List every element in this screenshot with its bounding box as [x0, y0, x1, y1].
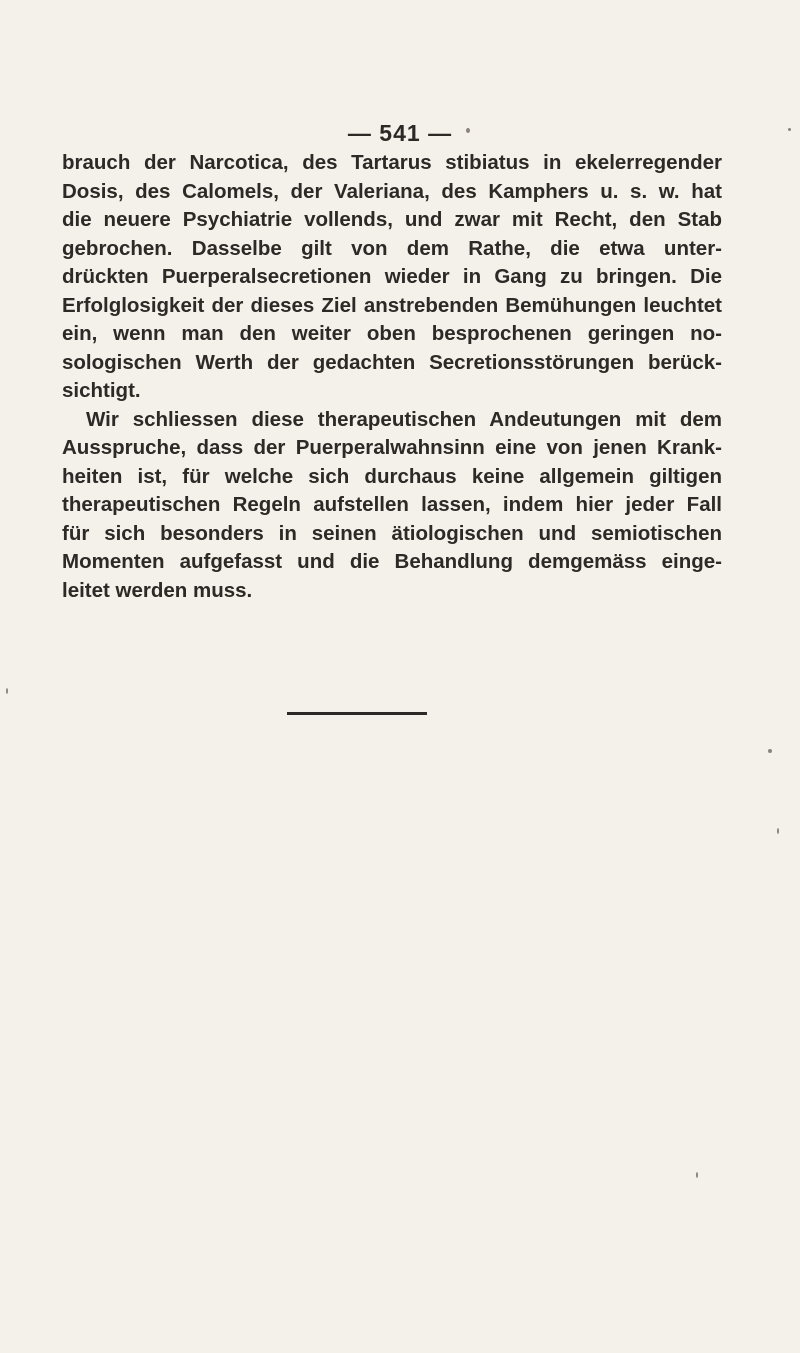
- text-line: Ausspruche, dass der Puerperalwahnsinn eine von jenen Krank-: [62, 436, 722, 459]
- text-line: heiten ist, für welche sich durchaus keine allgemein giltigen: [62, 464, 722, 488]
- text-line: Dosis, des Calomels, der Valeriana, des Kamphers u. s. w. hat: [62, 179, 722, 203]
- text-line: ein, wenn man den weiter oben besprochenen geringen no-: [62, 322, 722, 345]
- paper-speck: [696, 1172, 698, 1178]
- text-line: sologischen Werth der gedachten Secretionsstörungen berück-: [62, 350, 722, 374]
- text-line: Erfolglosigkeit der dieses Ziel anstrebenden Bemühungen leuchtet: [62, 293, 722, 317]
- text-line: sichtigt.: [62, 379, 141, 402]
- text-line: Momenten aufgefasst und die Behandlung demgemäss einge-: [62, 550, 722, 573]
- text-line: für sich besonders in seinen ätiologischen und semiotischen: [62, 521, 722, 545]
- text-line: leitet werden muss.: [62, 578, 253, 602]
- text-line: brauch der Narcotica, des Tartarus stibiatus in ekelerregender: [62, 151, 722, 174]
- paper-speck: [6, 688, 8, 694]
- paper-speck: [777, 828, 779, 834]
- text-line: therapeutischen Regeln aufstellen lassen, indem hier jeder Fall: [62, 493, 722, 516]
- page-number: — 541 —: [347, 120, 453, 146]
- section-divider: [287, 712, 427, 715]
- paper-speck: [768, 749, 772, 753]
- text-line: die neuere Psychiatrie vollends, und zwar mit Recht, den Stab: [62, 208, 722, 231]
- paper-speck: [788, 128, 791, 131]
- text-line: drückten Puerperalsecretionen wieder in Gang zu bringen. Die: [62, 265, 722, 288]
- paper-speck: [466, 128, 470, 133]
- text-line: Wir schliessen diese therapeutischen Andeutungen mit dem: [86, 407, 722, 431]
- body-text: [62, 149, 722, 605]
- text-line: gebrochen. Dasselbe gilt von dem Rathe, die etwa unter-: [62, 236, 722, 260]
